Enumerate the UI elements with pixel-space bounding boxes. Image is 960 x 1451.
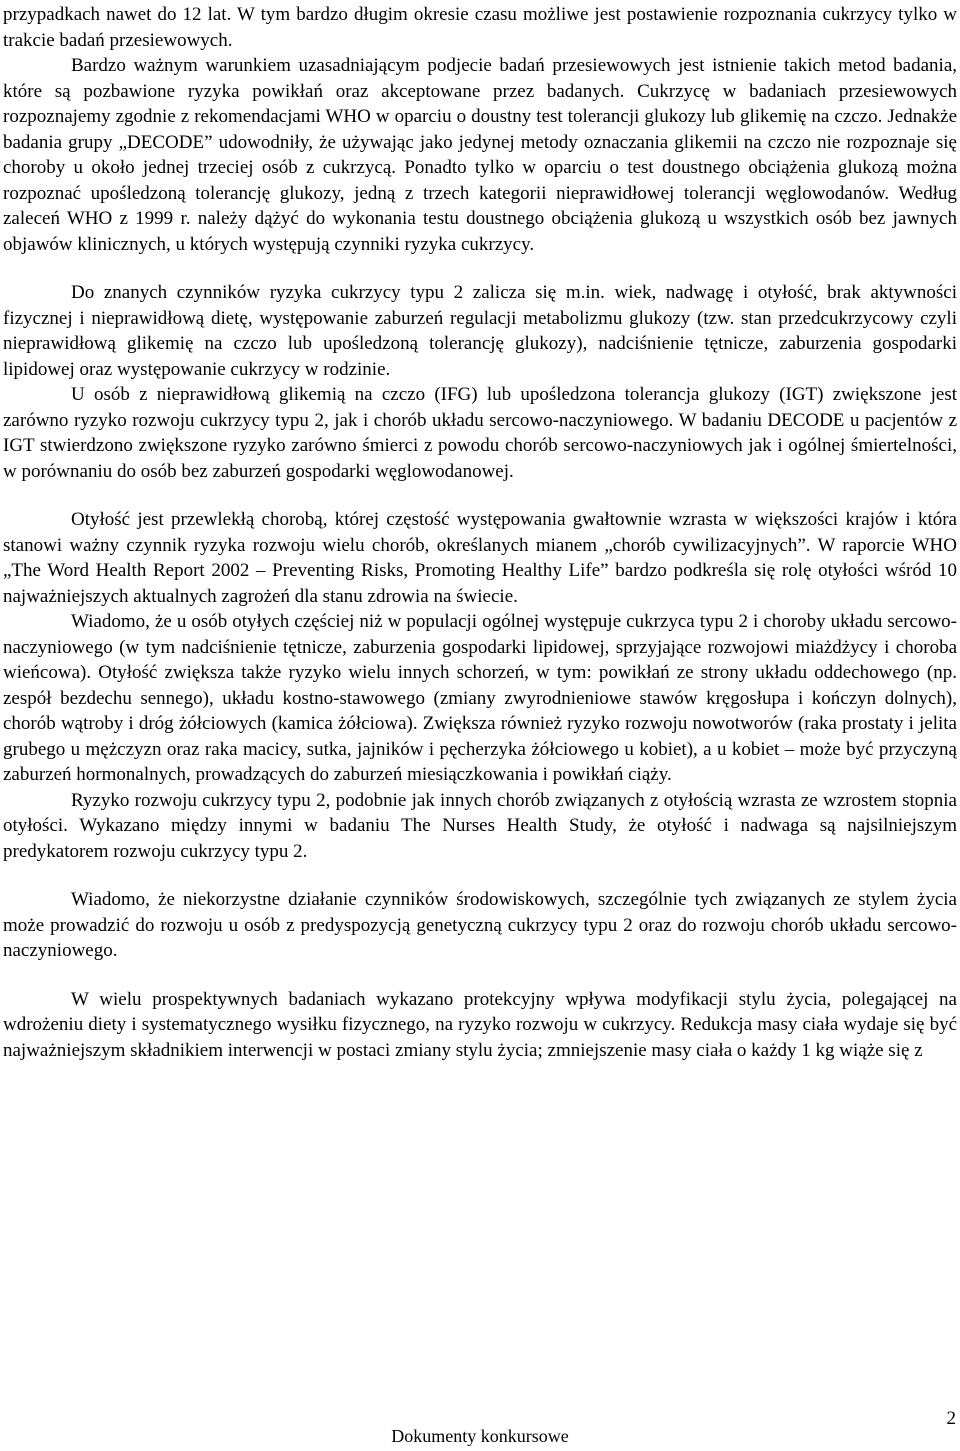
paragraph: W wielu prospektywnych badaniach wykazano protekcyjny wpływa modyfikacji stylu życia, polegającej na wdrożeniu diety i systematycznego wysiłku fizycznego, na ryzyko rozwoju w cukrzycy. Redukcja masy ciała wydaje się być najważniejszym składnikiem interwencji w postaci zmiany stylu życia; zmniejszenie masy ciała o każdy 1 kg wiąże się z [3,988,957,1061]
paragraph: U osób z nieprawidłową glikemią na czczo (IFG) lub upośledzona tolerancja glukozy (IGT) zwiększone jest zarówno ryzyko rozwoju cukrzycy typu 2, jak i chorób układu sercowo-naczyniowego. W badaniu DECODE u pacjentów z IGT stwierdzono zwiększone ryzyko zarówno śmierci z powodu chorób sercowo-naczyniowych jak i ogólnej śmiertelności, w porównaniu do osób bez zaburzeń gospodarki węglowodanowej. [3,384,957,482]
footer-title: Dokumenty konkursowe [391,1426,569,1446]
page-number: 2 [946,1408,956,1429]
paragraph: Wiadomo, że u osób otyłych częściej niż w populacji ogólnej występuje cukrzyca typu 2 i choroby układu sercowo-naczyniowego (w tym nadciśnienie tętnicze, zaburzenia gospodarki lipidowej, sprzyjające rozwojowi miażdżycy i choroba wieńcowa). Otyłość zwiększa także ryzyko wielu innych schorzeń, w tym: powikłań ze strony układu oddechowego (np. zespół bezdechu sennego), układu kostno-stawowego (zmiany zwyrodnieniowe stawów kręgosłupa i kończyn dolnych), chorób wątroby i dróg żółciowych (kamica żółciowa). Zwiększa również ryzyko rozwoju nowotworów (raka prostaty i jelita grubego u mężczyzn oraz raka macicy, sutka, jajników i pęcherzyka żółciowego u kobiet), a u kobiet – może być przyczyną zaburzeń hormonalnych, prowadzących do zaburzeń miesiączkowania i powikłań ciąży. [3,611,957,785]
paragraph: Ryzyko rozwoju cukrzycy typu 2, podobnie jak innych chorób związanych z otyłością wzrasta ze wzrostem stopnia otyłości. Wykazano między innymi w badaniu The Nurses Health Study, że otyłość i nadwaga są najsilniejszym predykatorem rozwoju cukrzycy typu 2. [3,789,957,862]
paragraph: Otyłość jest przewlekłą chorobą, której częstość występowania gwałtownie wzrasta w większości krajów i która stanowi ważny czynnik ryzyka rozwoju wielu chorób, określanych mianem „chorób cywilizacyjnych”. W raporcie WHO „The Word Health Report 2002 – Preventing Risks, Promoting Healthy Life” bardzo podkreśla się rolę otyłości wśród 10 najważniejszych aktualnych zagrożeń dla stanu zdrowia na świecie. [3,509,957,607]
paragraph: Wiadomo, że niekorzystne działanie czynników środowiskowych, szczególnie tych związanych ze stylem życia może prowadzić do rozwoju u osób z predyspozycją genetyczną cukrzycy typu 2 oraz do rozwoju chorób układu sercowo-naczyniowego. [3,889,957,961]
document-body [3,2,957,1063]
paragraph: Bardzo ważnym warunkiem uzasadniającym podjecie badań przesiewowych jest istnienie takich metod badania, które są pozbawione ryzyka powikłań oraz akceptowane przez badanych. Cukrzycę w badaniach przesiewowych rozpoznajemy zgodnie z rekomendacjami WHO w oparciu o doustny test tolerancji glukozy lub glikemię na czczo. Jednakże badania grupy „DECODE” udowodniły, że używając jako jedynej metody oznaczania glikemii na czczo nie rozpoznaje się choroby u około jednej trzeciej osób z cukrzycą. Ponadto tylko w oparciu o test doustnego obciążenia glukozą można rozpoznać upośledzoną tolerancję glukozy, jedną z trzech kategorii nieprawidłowej tolerancji węglowodanów. Według zaleceń WHO z 1999 r. należy dążyć do wykonania testu doustnego obciążenia glukozą u wszystkich osób bez jawnych objawów klinicznych, u których występują czynniki ryzyka cukrzycy. [3,55,957,255]
paragraph: przypadkach nawet do 12 lat. W tym bardzo długim okresie czasu możliwe jest postawienie rozpoznania cukrzycy tylko w trakcie badań przesiewowych. [3,4,957,51]
paragraph: Do znanych czynników ryzyka cukrzycy typu 2 zalicza się m.in. wiek, nadwagę i otyłość, brak aktywności fizycznej i nieprawidłową dietę, występowanie zaburzeń regulacji metabolizmu glukozy (tzw. stan przedcukrzycowy czyli nieprawidłową glikemię na czczo lub upośledzoną tolerancję glukozy), nadciśnienie tętnicze, zaburzenia gospodarki lipidowej oraz występowanie cukrzycy w rodzinie. [3,282,957,380]
